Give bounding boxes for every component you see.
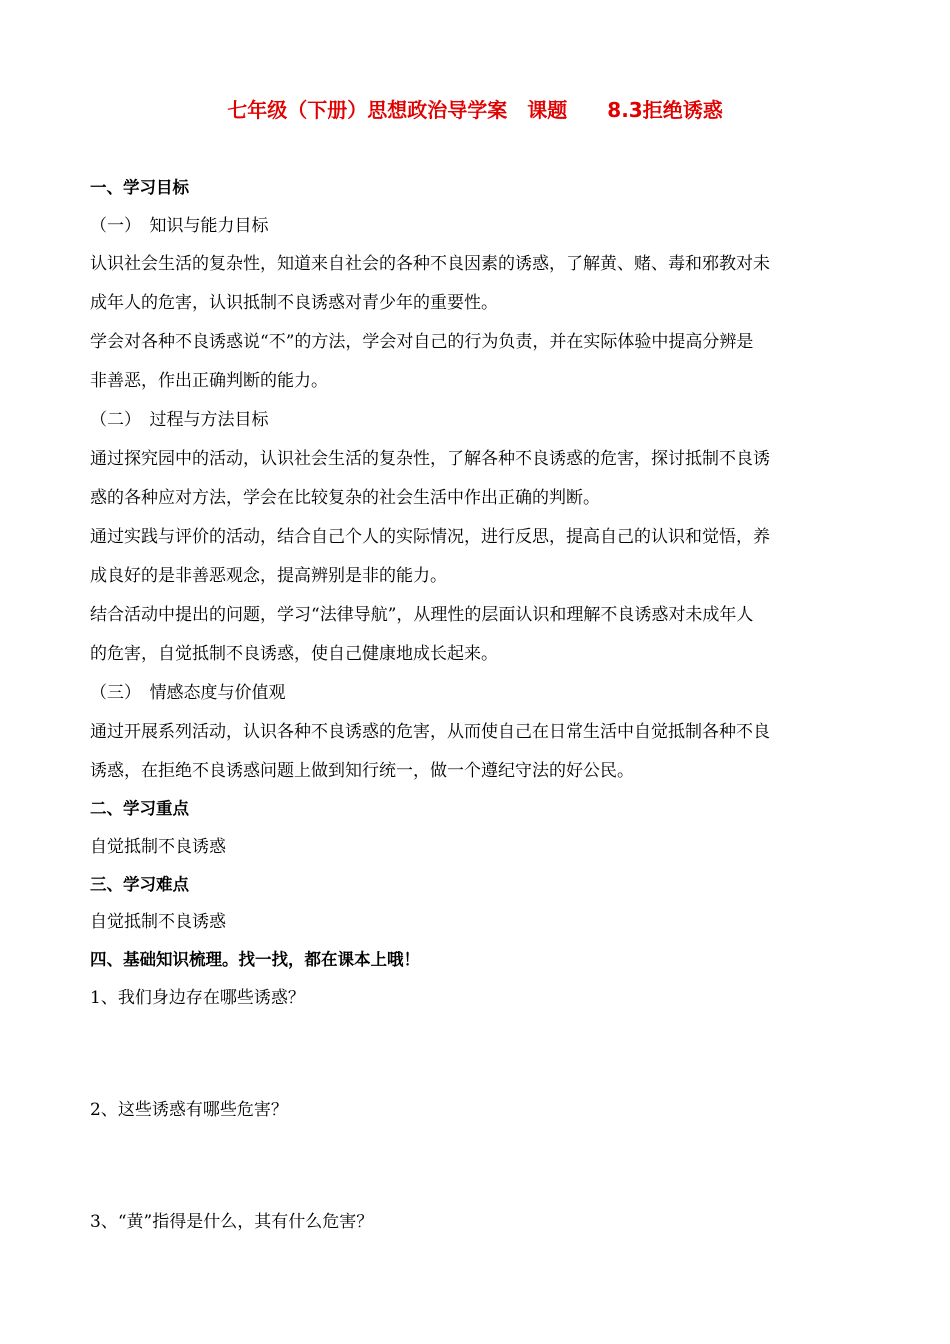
paragraph-line: 惑的各种应对方法，学会在比较复杂的社会生活中作出正确的判断。 — [90, 488, 600, 508]
paragraph-line: 学会对各种不良诱惑说“不”的方法，学会对自己的行为负责，并在实际体验中提高分辨是 — [90, 332, 754, 352]
key-points-text: 自觉抵制不良诱惑 — [90, 837, 226, 857]
paragraph-line: 通过实践与评价的活动，结合自己个人的实际情况，进行反思，提高自己的认识和觉悟，养 — [90, 527, 770, 547]
question-2: 2、这些诱惑有哪些危害？ — [90, 1100, 288, 1120]
section-heading-key-points: 二、学习重点 — [90, 799, 189, 818]
question-3: 3、“黄”指得是什么，其有什么危害？ — [90, 1212, 374, 1232]
subheading-knowledge-ability: （一） 知识与能力目标 — [90, 216, 269, 236]
paragraph-line: 结合活动中提出的问题，学习“法律导航”，从理性的层面认识和理解不良诱惑对未成年人 — [90, 605, 754, 625]
difficult-points-text: 自觉抵制不良诱惑 — [90, 912, 226, 932]
paragraph-line: 认识社会生活的复杂性，知道来自社会的各种不良因素的诱惑，了解黄、赌、毒和邪教对未 — [90, 254, 770, 274]
paragraph-line: 诱惑，在拒绝不良诱惑问题上做到知行统一，做一个遵纪守法的好公民。 — [90, 761, 634, 781]
page-title: 七年级（下册）思想政治导学案 课题 8.3拒绝诱惑 — [227, 98, 723, 122]
section-heading-difficult-points: 三、学习难点 — [90, 875, 189, 894]
paragraph-line: 非善恶，作出正确判断的能力。 — [90, 371, 328, 391]
paragraph-line: 成年人的危害，认识抵制不良诱惑对青少年的重要性。 — [90, 293, 498, 313]
paragraph-line: 通过探究园中的活动，认识社会生活的复杂性，了解各种不良诱惑的危害，探讨抵制不良诱 — [90, 449, 770, 469]
paragraph-line: 的危害，自觉抵制不良诱惑，使自己健康地成长起来。 — [90, 644, 498, 664]
subheading-emotion-values: （三） 情感态度与价值观 — [90, 683, 286, 703]
section-heading-basic-knowledge: 四、基础知识梳理。找一找，都在课本上哦！ — [90, 950, 420, 969]
section-heading-learning-goals: 一、学习目标 — [90, 178, 189, 197]
paragraph-line: 成良好的是非善恶观念，提高辨别是非的能力。 — [90, 566, 447, 586]
subheading-process-method: （二） 过程与方法目标 — [90, 410, 269, 430]
paragraph-line: 通过开展系列活动，认识各种不良诱惑的危害，从而使自己在日常生活中自觉抵制各种不良 — [90, 722, 770, 742]
question-1: 1、我们身边存在哪些诱惑？ — [90, 988, 305, 1008]
